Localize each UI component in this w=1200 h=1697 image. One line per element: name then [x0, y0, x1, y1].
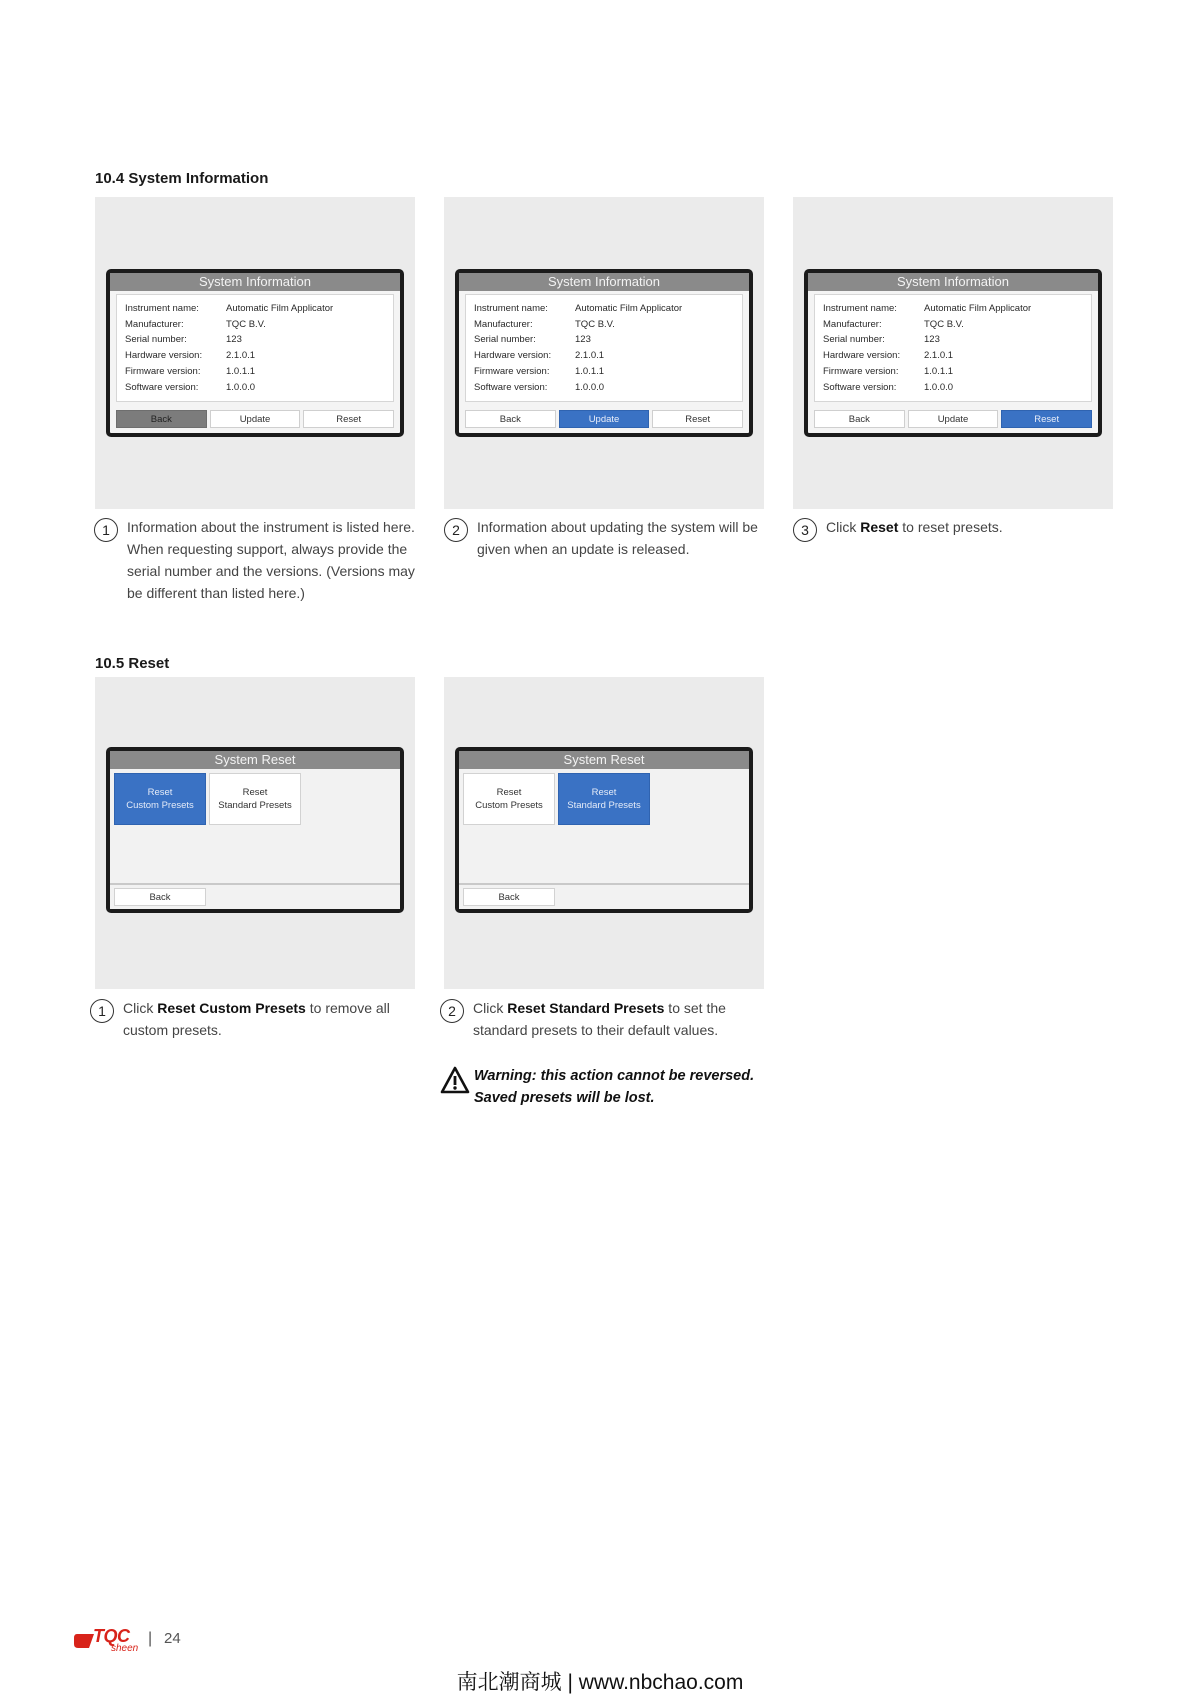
caption-step-2: Information about updating the system will be given when an update is released. [477, 519, 758, 557]
footer-separator: | [148, 1630, 153, 1647]
caption-reset-step-2: Click Reset Standard Presets to set the standard presets to their default values. [473, 1000, 726, 1038]
back-button[interactable]: Back [465, 410, 556, 428]
info-row: Software version: 1.0.0.0 [823, 381, 954, 393]
screenshot-panel-reset-standard [444, 677, 764, 989]
button-bar [808, 402, 1098, 433]
section-heading-system-information: 10.4 System Information [95, 170, 269, 187]
screenshot-panel-back [95, 197, 415, 509]
info-row: Software version: 1.0.0.0 [125, 381, 256, 393]
step-number-1: 1 [90, 999, 114, 1023]
info-box [116, 294, 394, 402]
step-number-1: 1 [94, 518, 118, 542]
reset-options [110, 769, 400, 883]
section-heading-reset: 10.5 Reset [95, 655, 170, 672]
screenshot-panel-reset-custom [95, 677, 415, 989]
info-row: Instrument name: Automatic Film Applicator [125, 303, 334, 314]
info-row: Serial number: 123 [125, 334, 242, 346]
reset-options [459, 769, 749, 883]
reset-button[interactable]: Reset [652, 410, 743, 428]
info-row: Serial number: 123 [474, 334, 591, 346]
step-number-2: 2 [444, 518, 468, 542]
reset-custom-presets-button[interactable]: Reset Custom Presets [114, 773, 206, 825]
tqc-sheen-logo: TQC sheen [73, 1629, 138, 1653]
reset-standard-presets-button[interactable]: Reset Standard Presets [209, 773, 301, 825]
warning-note [440, 1065, 754, 1109]
update-button[interactable]: Update [908, 410, 999, 428]
update-button[interactable]: Update [210, 410, 301, 428]
reset-bottom-bar [110, 883, 400, 909]
info-box [465, 294, 743, 402]
info-row: Firmware version: 1.0.1.1 [125, 365, 256, 377]
back-button[interactable]: Back [463, 888, 555, 906]
device-screen [455, 747, 753, 913]
reset-standard-presets-button[interactable]: Reset Standard Presets [558, 773, 650, 825]
info-row: Firmware version: 1.0.1.1 [823, 365, 954, 377]
back-button[interactable]: Back [814, 410, 905, 428]
screen-title: System Information [459, 273, 749, 291]
back-button[interactable]: Back [114, 888, 206, 906]
info-row: Instrument name: Automatic Film Applicator [823, 303, 1032, 314]
caption-step-3: Click Reset to reset presets. [826, 519, 1003, 535]
page-number: 24 [164, 1630, 181, 1647]
screenshot-panel-update [444, 197, 764, 509]
warning-text: Warning: this action cannot be reversed. Saved presets will be lost. [474, 1068, 755, 1106]
info-row: Instrument name: Automatic Film Applicator [474, 303, 683, 314]
button-bar [459, 402, 749, 433]
caption-reset-step-1: Click Reset Custom Presets to remove all custom presets. [123, 1000, 390, 1038]
back-button[interactable]: Back [116, 410, 207, 428]
device-screen [804, 269, 1102, 437]
step-number-2: 2 [440, 999, 464, 1023]
device-screen [106, 269, 404, 437]
info-row: Hardware version: 2.1.0.1 [474, 350, 605, 362]
reset-bottom-bar [459, 883, 749, 909]
reset-button[interactable]: Reset [303, 410, 394, 428]
screen-title: System Reset [110, 751, 400, 769]
info-box [814, 294, 1092, 402]
info-row: Manufacturer: TQC B.V. [125, 318, 266, 330]
screen-title: System Information [808, 273, 1098, 291]
button-bar [110, 402, 400, 433]
info-row: Hardware version: 2.1.0.1 [823, 350, 954, 362]
watermark: 南北潮商城 | www.nbchao.com [456, 1671, 744, 1694]
info-row: Serial number: 123 [823, 334, 940, 346]
device-screen [106, 747, 404, 913]
info-row: Firmware version: 1.0.1.1 [474, 365, 605, 377]
warning-triangle-icon [440, 1065, 470, 1109]
reset-button[interactable]: Reset [1001, 410, 1092, 428]
update-button[interactable]: Update [559, 410, 650, 428]
step-number-3: 3 [793, 518, 817, 542]
reset-custom-presets-button[interactable]: Reset Custom Presets [463, 773, 555, 825]
caption-step-1: Information about the instrument is listed here. When requesting support, always provide the serial number and the versions. (Versions may be different than listed here.) [127, 519, 415, 601]
info-row: Manufacturer: TQC B.V. [823, 318, 964, 330]
logo-mark-icon [73, 1632, 95, 1650]
screen-title: System Reset [459, 751, 749, 769]
info-row: Manufacturer: TQC B.V. [474, 318, 615, 330]
info-row: Software version: 1.0.0.0 [474, 381, 605, 393]
device-screen [455, 269, 753, 437]
screen-title: System Information [110, 273, 400, 291]
info-row: Hardware version: 2.1.0.1 [125, 350, 256, 362]
screenshot-panel-reset [793, 197, 1113, 509]
